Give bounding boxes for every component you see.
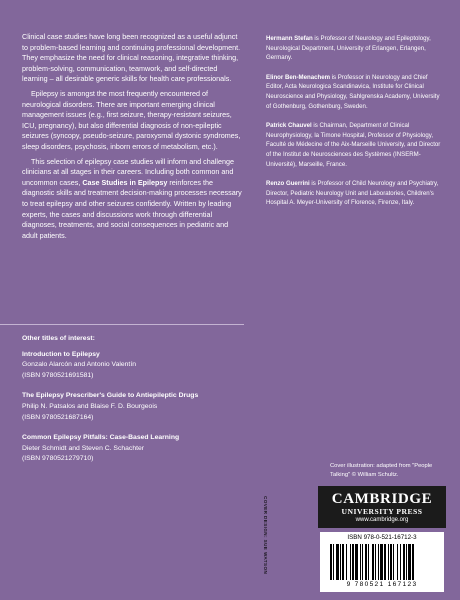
other-title-name: Introduction to Epilepsy <box>22 350 100 358</box>
other-title-name: Common Epilepsy Pitfalls: Case-Based Learning <box>22 434 180 442</box>
barcode-isbn: ISBN 978-0-521-16712-3 <box>347 534 417 541</box>
barcode-bar <box>352 544 354 580</box>
cover-illustration-credit: Cover illustration: adapted from "People Talking" © William Schultz. <box>330 463 433 478</box>
bio-text: is Professor in Neurology and Chief Editor, Acta Neurologica Scandinavica, Institute for Clinical Neuroscience and Physiology, Sahlgrenska Academy, University of Gothenburg, Gothenburg, Sweden. <box>266 73 440 110</box>
logo-line-2: UNIVERSITY PRESS <box>341 507 423 516</box>
barcode-bar <box>365 544 367 580</box>
back-cover-blurb <box>22 32 244 245</box>
barcode-bar <box>330 544 332 580</box>
bio-name: Elinor Ben-Menachem <box>266 73 330 81</box>
other-title-name: The Epilepsy Prescriber's Guide to Antiepileptic Drugs <box>22 392 199 400</box>
blurb-paragraph-2: Epilepsy is amongst the most frequently encountered of neurological disorders. There are important emerging clinical management issues (e.g., first seizure, therapy-resistant seizures, ICU, pregnancy), but also differential diagnosis of non-epileptic seizures (syncopy, pseudo-seizure, paroxysmal dystonic syndromes, sleep disorders, psychosis, inborn errors of metabolism, etc.). <box>22 88 241 151</box>
bio-renzo-guerrini <box>266 179 444 208</box>
other-title-item <box>22 433 244 465</box>
barcode-bar <box>412 544 414 580</box>
book-title-inline: Case Studies in Epilepsy <box>82 177 168 187</box>
editor-bios <box>266 34 444 218</box>
barcode-bar <box>384 544 386 580</box>
barcode-bar <box>336 544 339 580</box>
publisher-url: www.cambridge.org <box>355 517 409 523</box>
barcode-icon <box>330 544 436 580</box>
barcode-bar <box>408 544 411 580</box>
logo-line-1: CAMBRIDGE <box>331 491 433 507</box>
barcode-bar <box>397 544 398 580</box>
blurb-text: This selection of epilepsy case studies will inform and challenge clinicians at all stages in their careers. Including both common and uncommon cases, <box>22 156 234 187</box>
barcode-bar <box>333 544 334 580</box>
bio-text: is Professor of Neurology and Epileptology, Neurological Department, University of Erlangen, Erlangen, Germany. <box>266 35 431 62</box>
barcode-bar <box>406 544 407 580</box>
other-title-item <box>22 350 244 382</box>
barcode-bar <box>346 544 347 580</box>
other-title-authors: Dieter Schmidt and Steven C. Schachter <box>22 444 145 452</box>
barcode-bar <box>340 544 341 580</box>
bio-elinor-ben-menachem <box>266 73 444 111</box>
other-titles-heading: Other titles of interest: <box>22 335 95 342</box>
barcode-bar <box>360 544 361 580</box>
barcode-bar <box>342 544 344 580</box>
other-title-isbn: (ISBN 9780521279710) <box>22 455 94 463</box>
barcode-bar <box>380 544 383 580</box>
blurb-text: reinforces the diagnostic skills and treatment decision-making processes necessary to treat epilepsy and other seizures confidently. Written by leading experts, the cases and discussions work through differential diagnoses, treatments, and social consequences in pediatric and adult patients. <box>22 177 242 240</box>
barcode-panel <box>320 532 444 592</box>
other-title-item <box>22 391 244 423</box>
bio-text: is Chairman, Department of Clinical Neurophysiology, la Timone Hospital, Professor of Physiology, Faculté de Médecine of the Aix-Marseille University, and Director of the Institut de Neurosciences des Systèmes (INSERM-Université), Marseille, France. <box>266 122 441 168</box>
barcode-bar <box>362 544 363 580</box>
bio-name: Patrick Chauvel <box>266 122 312 130</box>
other-title-authors: Philip N. Patsalos and Blaise F. D. Bourgeois <box>22 402 158 410</box>
bio-patrick-chauvel <box>266 121 444 169</box>
other-title-isbn: (ISBN 9780521687164) <box>22 413 94 421</box>
other-titles <box>22 334 244 475</box>
bio-hermann-stefan <box>266 34 444 63</box>
other-title-authors: Gonzalo Alarcón and Antonio Valentín <box>22 361 136 369</box>
barcode-bar <box>403 544 405 580</box>
barcode-bar <box>378 544 379 580</box>
barcode-bar <box>372 544 374 580</box>
barcode-bar <box>350 544 351 580</box>
barcode-bar <box>375 544 376 580</box>
barcode-bar <box>368 544 369 580</box>
cover-design-credit: COVER DESIGN: SUE WATSON <box>263 496 268 575</box>
barcode-bar <box>400 544 401 580</box>
bio-name: Renzo Guerrini <box>266 180 310 188</box>
blurb-paragraph-3 <box>22 157 244 242</box>
barcode-digits: 9 780521 167123 <box>346 581 418 588</box>
section-divider <box>0 324 244 325</box>
barcode-bar <box>390 544 392 580</box>
bio-name: Hermann Stefan <box>266 35 313 42</box>
publisher-logo <box>318 486 446 528</box>
barcode-bar <box>393 544 394 580</box>
barcode-bar <box>388 544 389 580</box>
other-title-isbn: (ISBN 9780521691581) <box>22 371 94 379</box>
bio-text: is Professor of Child Neurology and Psychiatry, Director, Pediatric Neurology Unit and Laboratories, Children's Hospital A. Meyer-University of Florence, Firenze, Italy. <box>266 180 439 207</box>
barcode-bar <box>355 544 358 580</box>
blurb-paragraph-1: Clinical case studies have long been recognized as a useful adjunct to problem-based learning and continuing professional development. They emphasize the need for clinical reasoning, integrative thinking, problem-solving, communication, teamwork, and self-directed learning – all desirable generic skills for health care professionals. <box>22 32 241 84</box>
